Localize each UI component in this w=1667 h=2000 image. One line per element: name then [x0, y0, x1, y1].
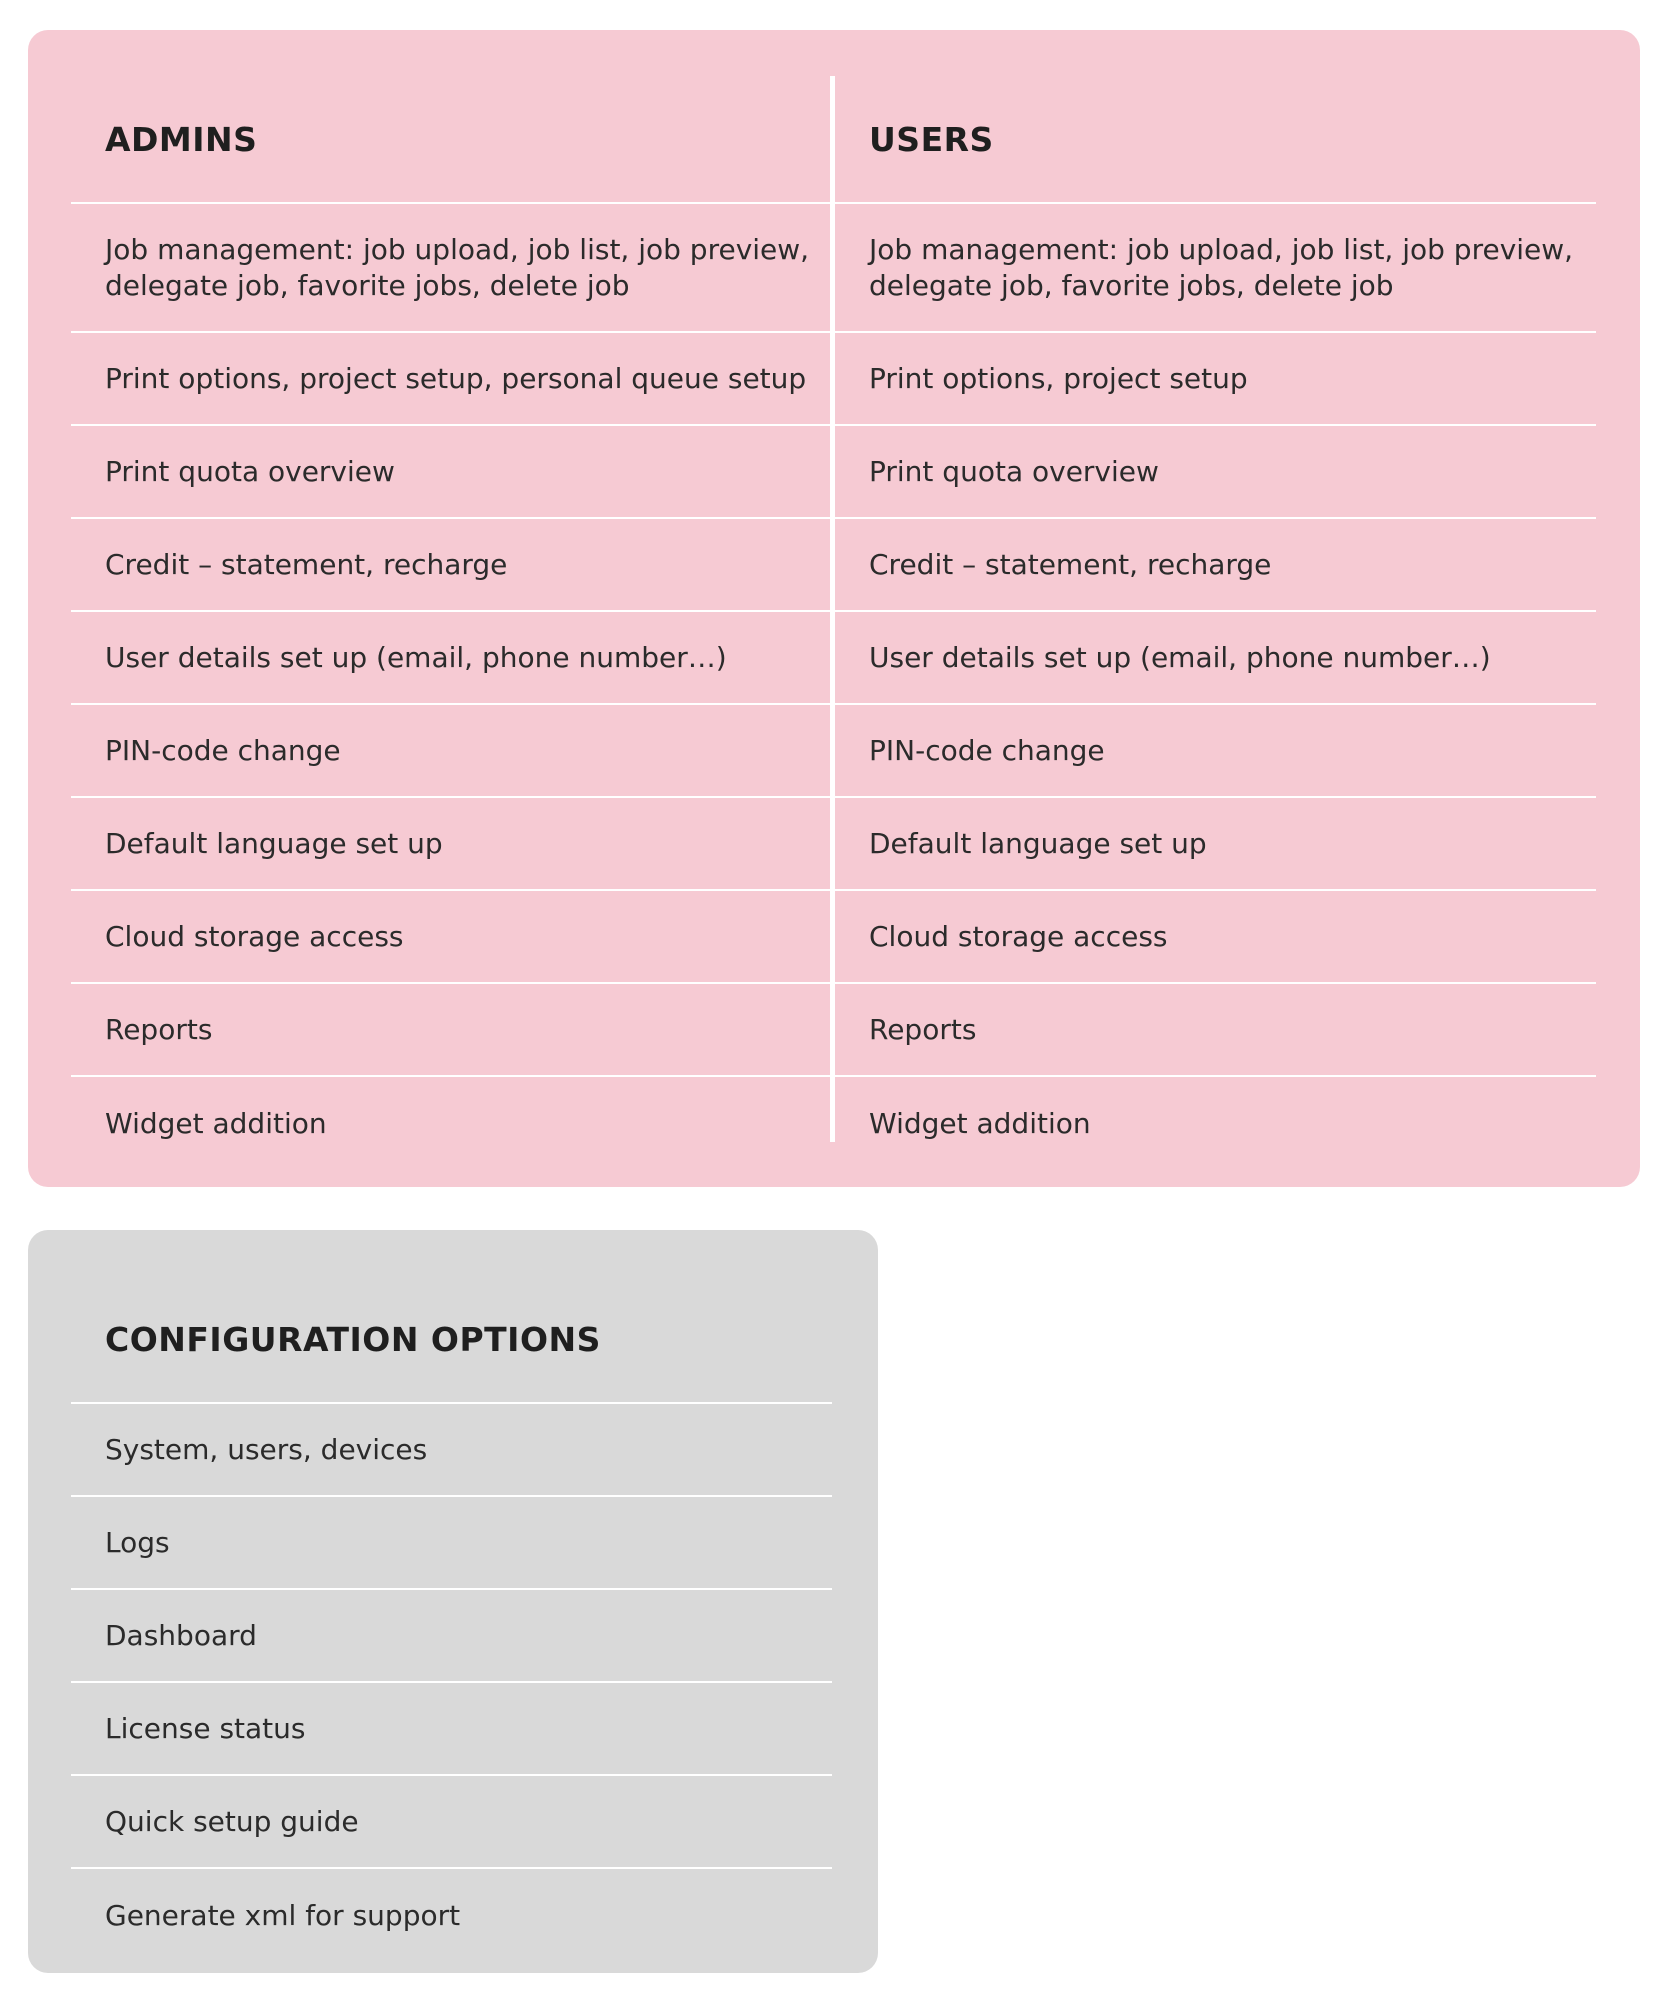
admins-item: Job management: job upload, job list, job preview, delegate job, favorite jobs, delete job — [71, 204, 832, 333]
configuration-item: Logs — [71, 1497, 832, 1590]
configuration-item: Generate xml for support — [105, 1898, 461, 1932]
users-item: Widget addition — [869, 1106, 1091, 1140]
configuration-item: Quick setup guide — [71, 1776, 832, 1869]
users-heading: USERS — [835, 76, 1596, 204]
admins-item: PIN-code change — [71, 705, 832, 798]
configuration-column — [71, 1276, 832, 1962]
users-item: Default language set up — [835, 798, 1596, 891]
configuration-item: License status — [71, 1683, 832, 1776]
admins-item: User details set up (email, phone number…) — [71, 612, 832, 705]
users-item: Job management: job upload, job list, job preview, delegate job, favorite jobs, delete job — [835, 204, 1596, 333]
configuration-item: Dashboard — [71, 1590, 832, 1683]
admins-item: Print quota overview — [71, 426, 832, 519]
admins-item: Reports — [71, 984, 832, 1077]
users-item: Credit – statement, recharge — [835, 519, 1596, 612]
configuration-heading: CONFIGURATION OPTIONS — [71, 1276, 832, 1404]
users-column — [835, 76, 1596, 1170]
admins-item: Default language set up — [71, 798, 832, 891]
configuration-card — [28, 1230, 878, 1973]
users-item: User details set up (email, phone number…) — [835, 612, 1596, 705]
configuration-item: System, users, devices — [71, 1404, 832, 1497]
admins-item: Print options, project setup, personal queue setup — [71, 333, 832, 426]
admins-item: Cloud storage access — [71, 891, 832, 984]
admins-heading: ADMINS — [71, 76, 832, 204]
users-item: PIN-code change — [835, 705, 1596, 798]
users-item: Reports — [835, 984, 1596, 1077]
roles-card — [28, 30, 1640, 1187]
users-item: Print quota overview — [835, 426, 1596, 519]
users-item: Cloud storage access — [835, 891, 1596, 984]
users-item: Print options, project setup — [835, 333, 1596, 426]
admins-item: Credit – statement, recharge — [71, 519, 832, 612]
admins-item: Widget addition — [105, 1106, 327, 1140]
admins-column — [71, 76, 832, 1170]
